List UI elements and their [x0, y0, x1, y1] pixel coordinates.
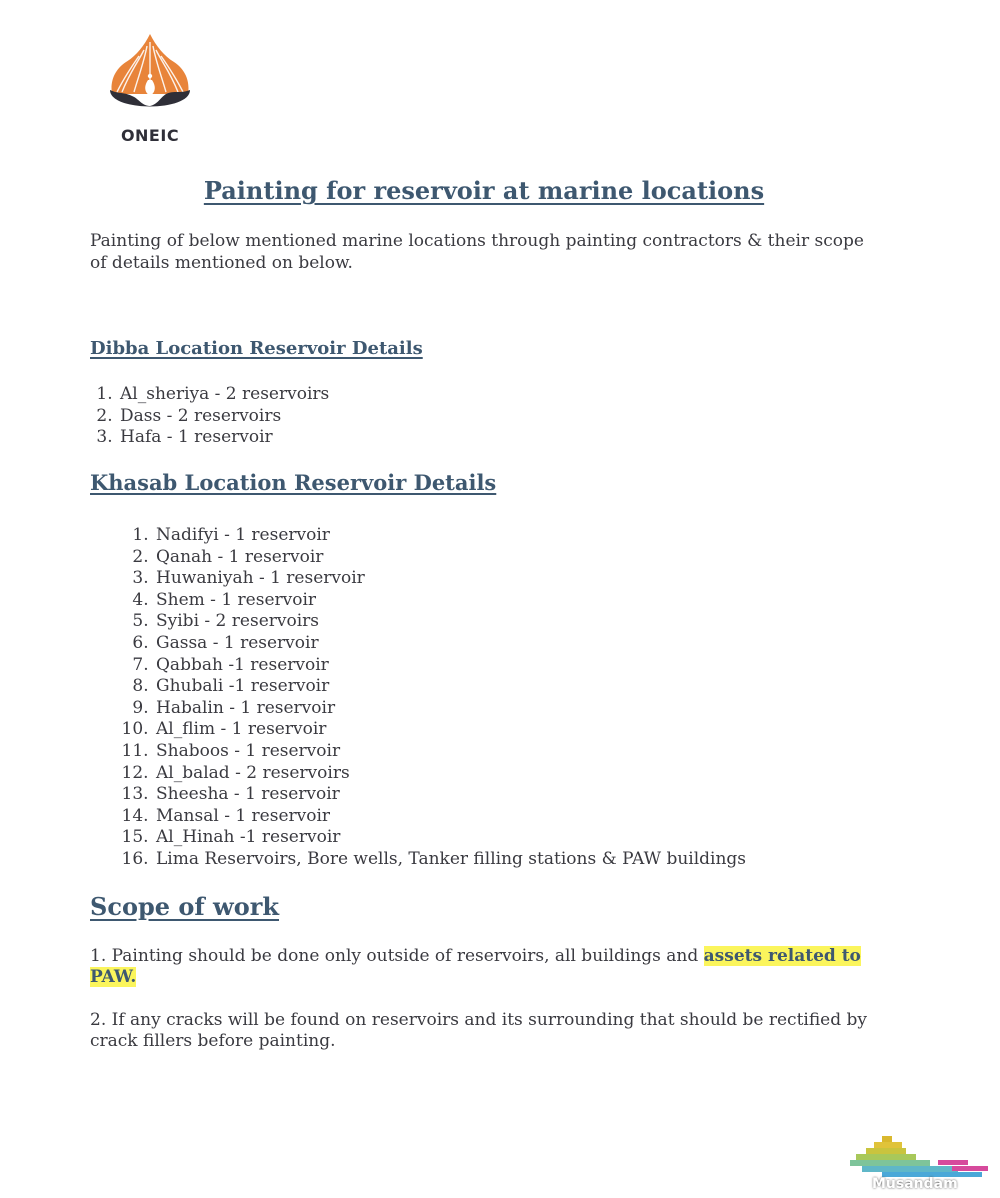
list-item: 12. Al_balad - 2 reservoirs [154, 763, 746, 785]
list-item: 10. Al_flim - 1 reservoir [154, 719, 746, 741]
watermark-text: Musandam [872, 1176, 958, 1192]
list-item: 11. Shaboos - 1 reservoir [154, 741, 746, 763]
dibba-list [96, 384, 329, 449]
scope-point-2: 2. If any cracks will be found on reservoirs and its surrounding that should be rectified by crack fillers before painting. [90, 1010, 868, 1051]
list-item: 14. Mansal - 1 reservoir [154, 806, 746, 828]
list-item: 13. Sheesha - 1 reservoir [154, 784, 746, 806]
list-item: 5. Syibi - 2 reservoirs [154, 611, 746, 633]
dibba-heading: Dibba Location Reservoir Details [90, 338, 423, 359]
khasab-heading: Khasab Location Reservoir Details [90, 470, 497, 495]
khasab-list [118, 525, 746, 871]
list-item: 16. Lima Reservoirs, Bore wells, Tanker filling stations & PAW buildings [154, 849, 746, 871]
list-item: 3. Hafa - 1 reservoir [118, 427, 329, 449]
scope-point-1 [90, 946, 880, 988]
list-item: 2. Qanah - 1 reservoir [154, 547, 746, 569]
list-item: 9. Habalin - 1 reservoir [154, 698, 746, 720]
list-item: 6. Gassa - 1 reservoir [154, 633, 746, 655]
scope-heading: Scope of work [90, 892, 279, 921]
list-item: 2. Dass - 2 reservoirs [118, 406, 329, 428]
list-item: 4. Shem - 1 reservoir [154, 590, 746, 612]
list-item: 15. Al_Hinah -1 reservoir [154, 827, 746, 849]
list-item: 7. Qabbah -1 reservoir [154, 655, 746, 677]
list-item: 3. Huwaniyah - 1 reservoir [154, 568, 746, 590]
logo-text: ONEIC [120, 126, 180, 145]
list-item: 8. Ghubali -1 reservoir [154, 676, 746, 698]
list-item: 1. Nadifyi - 1 reservoir [154, 525, 746, 547]
oneic-logo [104, 32, 196, 147]
intro-paragraph: Painting of below mentioned marine locations through painting contractors & their scope of details mentioned on below. [90, 231, 864, 273]
list-item: 1. Al_sheriya - 2 reservoirs [118, 384, 329, 406]
page-title: Painting for reservoir at marine locations [203, 176, 765, 205]
scope-point-1-text: 1. Painting should be done only outside of reservoirs, all buildings and [90, 946, 704, 966]
flame-emblem-icon [104, 32, 196, 127]
highlighted-text: assets related to PAW. [90, 946, 861, 987]
watermark [842, 1132, 992, 1194]
